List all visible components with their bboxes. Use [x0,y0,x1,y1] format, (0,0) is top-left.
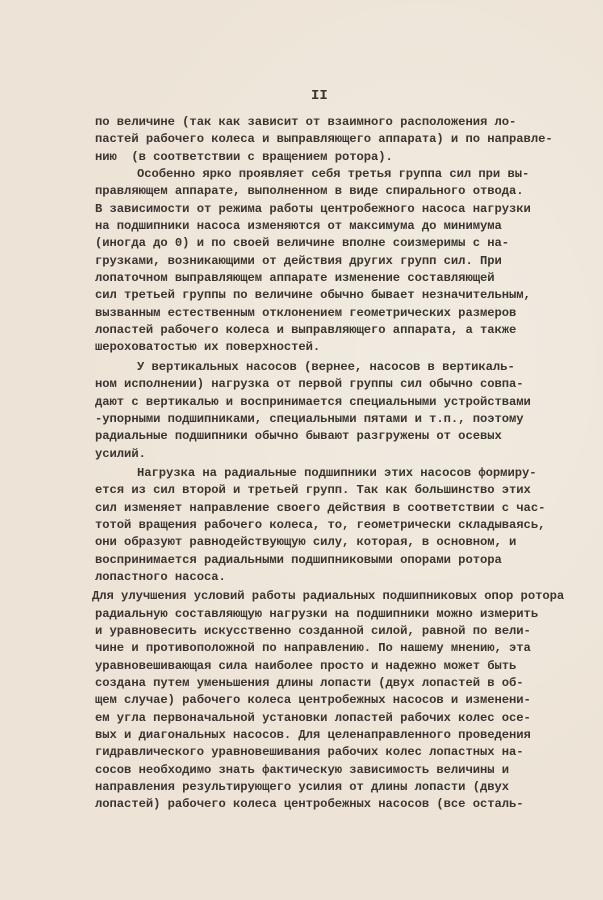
text-line: сил третьей группы по величине обычно бывает незначительным, [95,288,531,303]
text-line: направления результирующего усилия от длины лопасти (двух [95,780,510,795]
text-line: щем случае) рабочего колеса центробежных насосов и изменени- [95,693,531,708]
text-line: ем угла первоначальной установки лопастей рабочих колес осе- [95,710,531,725]
text-line: на подшипники насоса изменяются от максимума до минимума [95,219,502,234]
text-line: У вертикальных насосов (вернее, насосов в вертикаль- [137,359,515,374]
text-line: гидравлического уравновешивания рабочих колес лопастных на- [95,745,524,760]
text-line: -упорными подшипниками, специальными пятами и т.п., поэтому [95,411,524,426]
text-line: ется из сил второй и третьей групп. Так как большинство этих [95,483,531,498]
page-number: II [311,88,328,104]
text-line: радиальные подшипники обычно бывают разгружены от осевых [95,429,502,444]
text-line: дают с вертикалью и воспринимается специальными устройствами [95,394,531,409]
text-line: лопаточном выправляющем аппарате изменение составляющей [95,271,495,286]
text-line: пастей рабочего колеса и выправляющего аппарата) и по направле- [95,132,553,147]
text-line: (иногда до 0) и по своей величине вполне соизмеримы с на- [95,236,510,251]
text-line: вызванным естественным отклонением геометрических размеров [95,305,517,320]
text-line: лопастей рабочего колеса и выправляющего аппарата, а также [95,323,517,338]
text-line: лопастного насоса. [95,569,226,584]
text-line: создана путем уменьшения длины лопасти (двух лопастей в об- [95,676,524,690]
text-line: усилий. [95,446,146,461]
text-line: вых и диагональных насосов. Для целенаправленного проведения [95,728,531,743]
text-line: и уравновесить искусственно созданной силой, равной по вели- [95,623,531,638]
text-line: лопастей) рабочего колеса центробежных насосов (все осталь- [95,797,524,812]
text-line: правляющем аппарате, выполненном в виде спирального отвода. [95,184,524,199]
text-line: шероховатостью их поверхностей. [95,340,321,355]
text-line: В зависимости от режима работы центробежного насоса нагрузки [95,201,531,216]
text-line: нию (в соответствии с вращением ротора). [95,149,393,164]
text-line: грузками, возникающими от действия других групп сил. При [95,253,502,268]
text-line: сил изменяет направление своего действия в соответствии с час- [95,500,546,515]
text-line: воспринимается радиальными подшипниковыми опорами ротора [95,552,502,567]
text-line: по величине (так как зависит от взаимного расположения ло- [95,115,517,129]
text-line: Особенно ярко проявляет себя третья группа сил при вы- [137,167,530,182]
text-line: ном исполнении) нагрузка от первой группы сил обычно совпа- [95,377,524,392]
text-line: радиальную составляющую нагрузки на подшипники можно измерить [95,606,539,621]
text-line: уравновешивающая сила наиболее просто и надежно может быть [95,658,517,673]
text-line: они образуют равнодействующую силу, которая, в основном, и [95,535,517,550]
text-line: сосов необходимо знать фактическую зависимость величины и [95,762,510,777]
text-line: Нагрузка на радиальные подшипники этих насосов формиру- [137,465,537,480]
text-line: Для улучшения условий работы радиальных подшипниковых опор ротора [92,589,565,604]
text-line: чине и противоположной по направлению. По нашему мнению, эта [95,641,531,656]
text-line: тотой вращения рабочего колеса, то, геометрически складываясь, [95,517,546,532]
document-body [92,114,575,814]
